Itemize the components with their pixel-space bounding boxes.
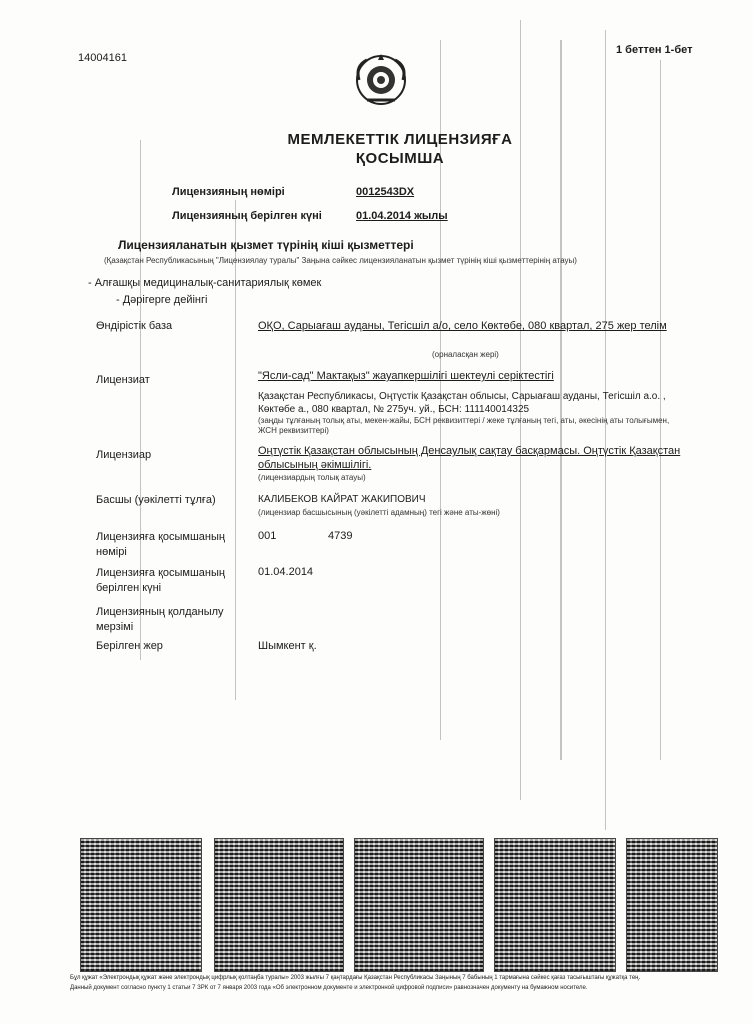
license-number-label: Лицензияның нөмірі bbox=[172, 186, 285, 198]
qr-code bbox=[214, 838, 344, 972]
licensee-label: Лицензиат bbox=[96, 374, 150, 386]
production-base-label: Өндірістік база bbox=[96, 320, 173, 332]
license-date-value: 01.04.2014 жылы bbox=[356, 210, 448, 222]
head-label: Басшы (уәкілетті тұлға) bbox=[96, 494, 216, 506]
document-number: 14004161 bbox=[78, 52, 127, 64]
qr-code bbox=[494, 838, 616, 972]
subtype-item: - Дәрігерге дейінгі bbox=[116, 294, 208, 306]
page-indicator: 1 беттен 1-бет bbox=[616, 44, 693, 56]
state-emblem-icon bbox=[353, 52, 409, 108]
subtypes-label: Лицензияланатын қызмет түрінің кіші қызметтері bbox=[118, 238, 414, 252]
appendix-number-value: 001 bbox=[258, 530, 277, 542]
licensor-note: (лицензиардың толық атауы) bbox=[258, 473, 366, 482]
validity-label: Лицензияның қолданылу мерзімі bbox=[96, 606, 224, 633]
qr-code bbox=[626, 838, 718, 972]
appendix-date-value: 01.04.2014 bbox=[258, 566, 314, 578]
licensee-note: (заңды тұлғаның толық аты, мекен-жайы, БСН реквизиттері / жеке тұлғаның тегі, аты, әкесінің аты толығымен, ЖСН реквизиттері) bbox=[258, 416, 670, 435]
subtype-item: - Алғашқы медициналық-санитариялық көмек bbox=[88, 277, 322, 289]
document-title-line2: ҚОСЫМША bbox=[355, 150, 445, 167]
appendix-number-label: Лицензияға қосымшаның нөмірі bbox=[96, 531, 225, 558]
qr-code bbox=[80, 838, 202, 972]
appendix-number-value: 4739 bbox=[328, 530, 353, 542]
license-number-value: 0012543DX bbox=[356, 186, 415, 198]
document-title-line1: МЕМЛЕКЕТТІК ЛИЦЕНЗИЯҒА bbox=[287, 131, 513, 148]
place-label: Берілген жер bbox=[96, 640, 163, 652]
subtypes-note: (Қазақстан Республикасының "Лицензиялау туралы" Заңына сәйкес лицензияланатын қызмет түрінің кіші қызметтерінің атауы) bbox=[104, 256, 577, 265]
head-value: КАЛИБЕКОВ КАЙРАТ ЖАКИПОВИЧ bbox=[258, 494, 426, 505]
footer-legal-ru: Данный документ согласно пункту 1 статьи 7 ЗРК от 7 января 2003 года «Об электронном документе и электронной цифровой подписи» равнозначен документу на бумажном носителе. bbox=[70, 985, 588, 991]
licensor-label: Лицензиар bbox=[96, 449, 152, 461]
production-base-note: (орналасқан жері) bbox=[432, 350, 499, 359]
footer-legal-kk: Бұл құжат «Электрондық құжат және электрондық цифрлық қолтаңба туралы» 2003 жылғы 7 қаңтардағы Қазақстан Республикасы Заңының 7 бабының 1 тармағына сәйкес қағаз тасығыштағы құжатқа тең. bbox=[70, 975, 641, 981]
place-value: Шымкент қ. bbox=[258, 640, 317, 652]
licensor-value: Оңтүстік Қазақстан облысының Денсаулық сақтау басқармасы. Оңтүстік Қазақстан облысының әкімшілігі. bbox=[258, 445, 681, 471]
head-note: (лицензиар басшысының (уәкілетті адамның) тегі және аты-жөні) bbox=[258, 508, 500, 517]
licensee-address: Қазақстан Республикасы, Оңтүстік Қазақстан облысы, Сарыағаш ауданы, Тегісшіл а.о. , Көктөбе а., 080 квартал, № 275уч. уй., БСН: 111140014325 bbox=[258, 391, 666, 415]
license-date-label: Лицензияның берілген күні bbox=[172, 210, 322, 222]
production-base-value: ОҚО, Сарыағаш ауданы, Тегісшіл а/о, село Көктөбе, 080 квартал, 275 жер телім bbox=[258, 320, 667, 332]
licensee-name: "Ясли-сад" Мактақыз" жауапкершілігі шектеулі серіктестігі bbox=[258, 370, 554, 382]
appendix-date-label: Лицензияға қосымшаның берілген күні bbox=[96, 567, 225, 594]
qr-code bbox=[354, 838, 484, 972]
